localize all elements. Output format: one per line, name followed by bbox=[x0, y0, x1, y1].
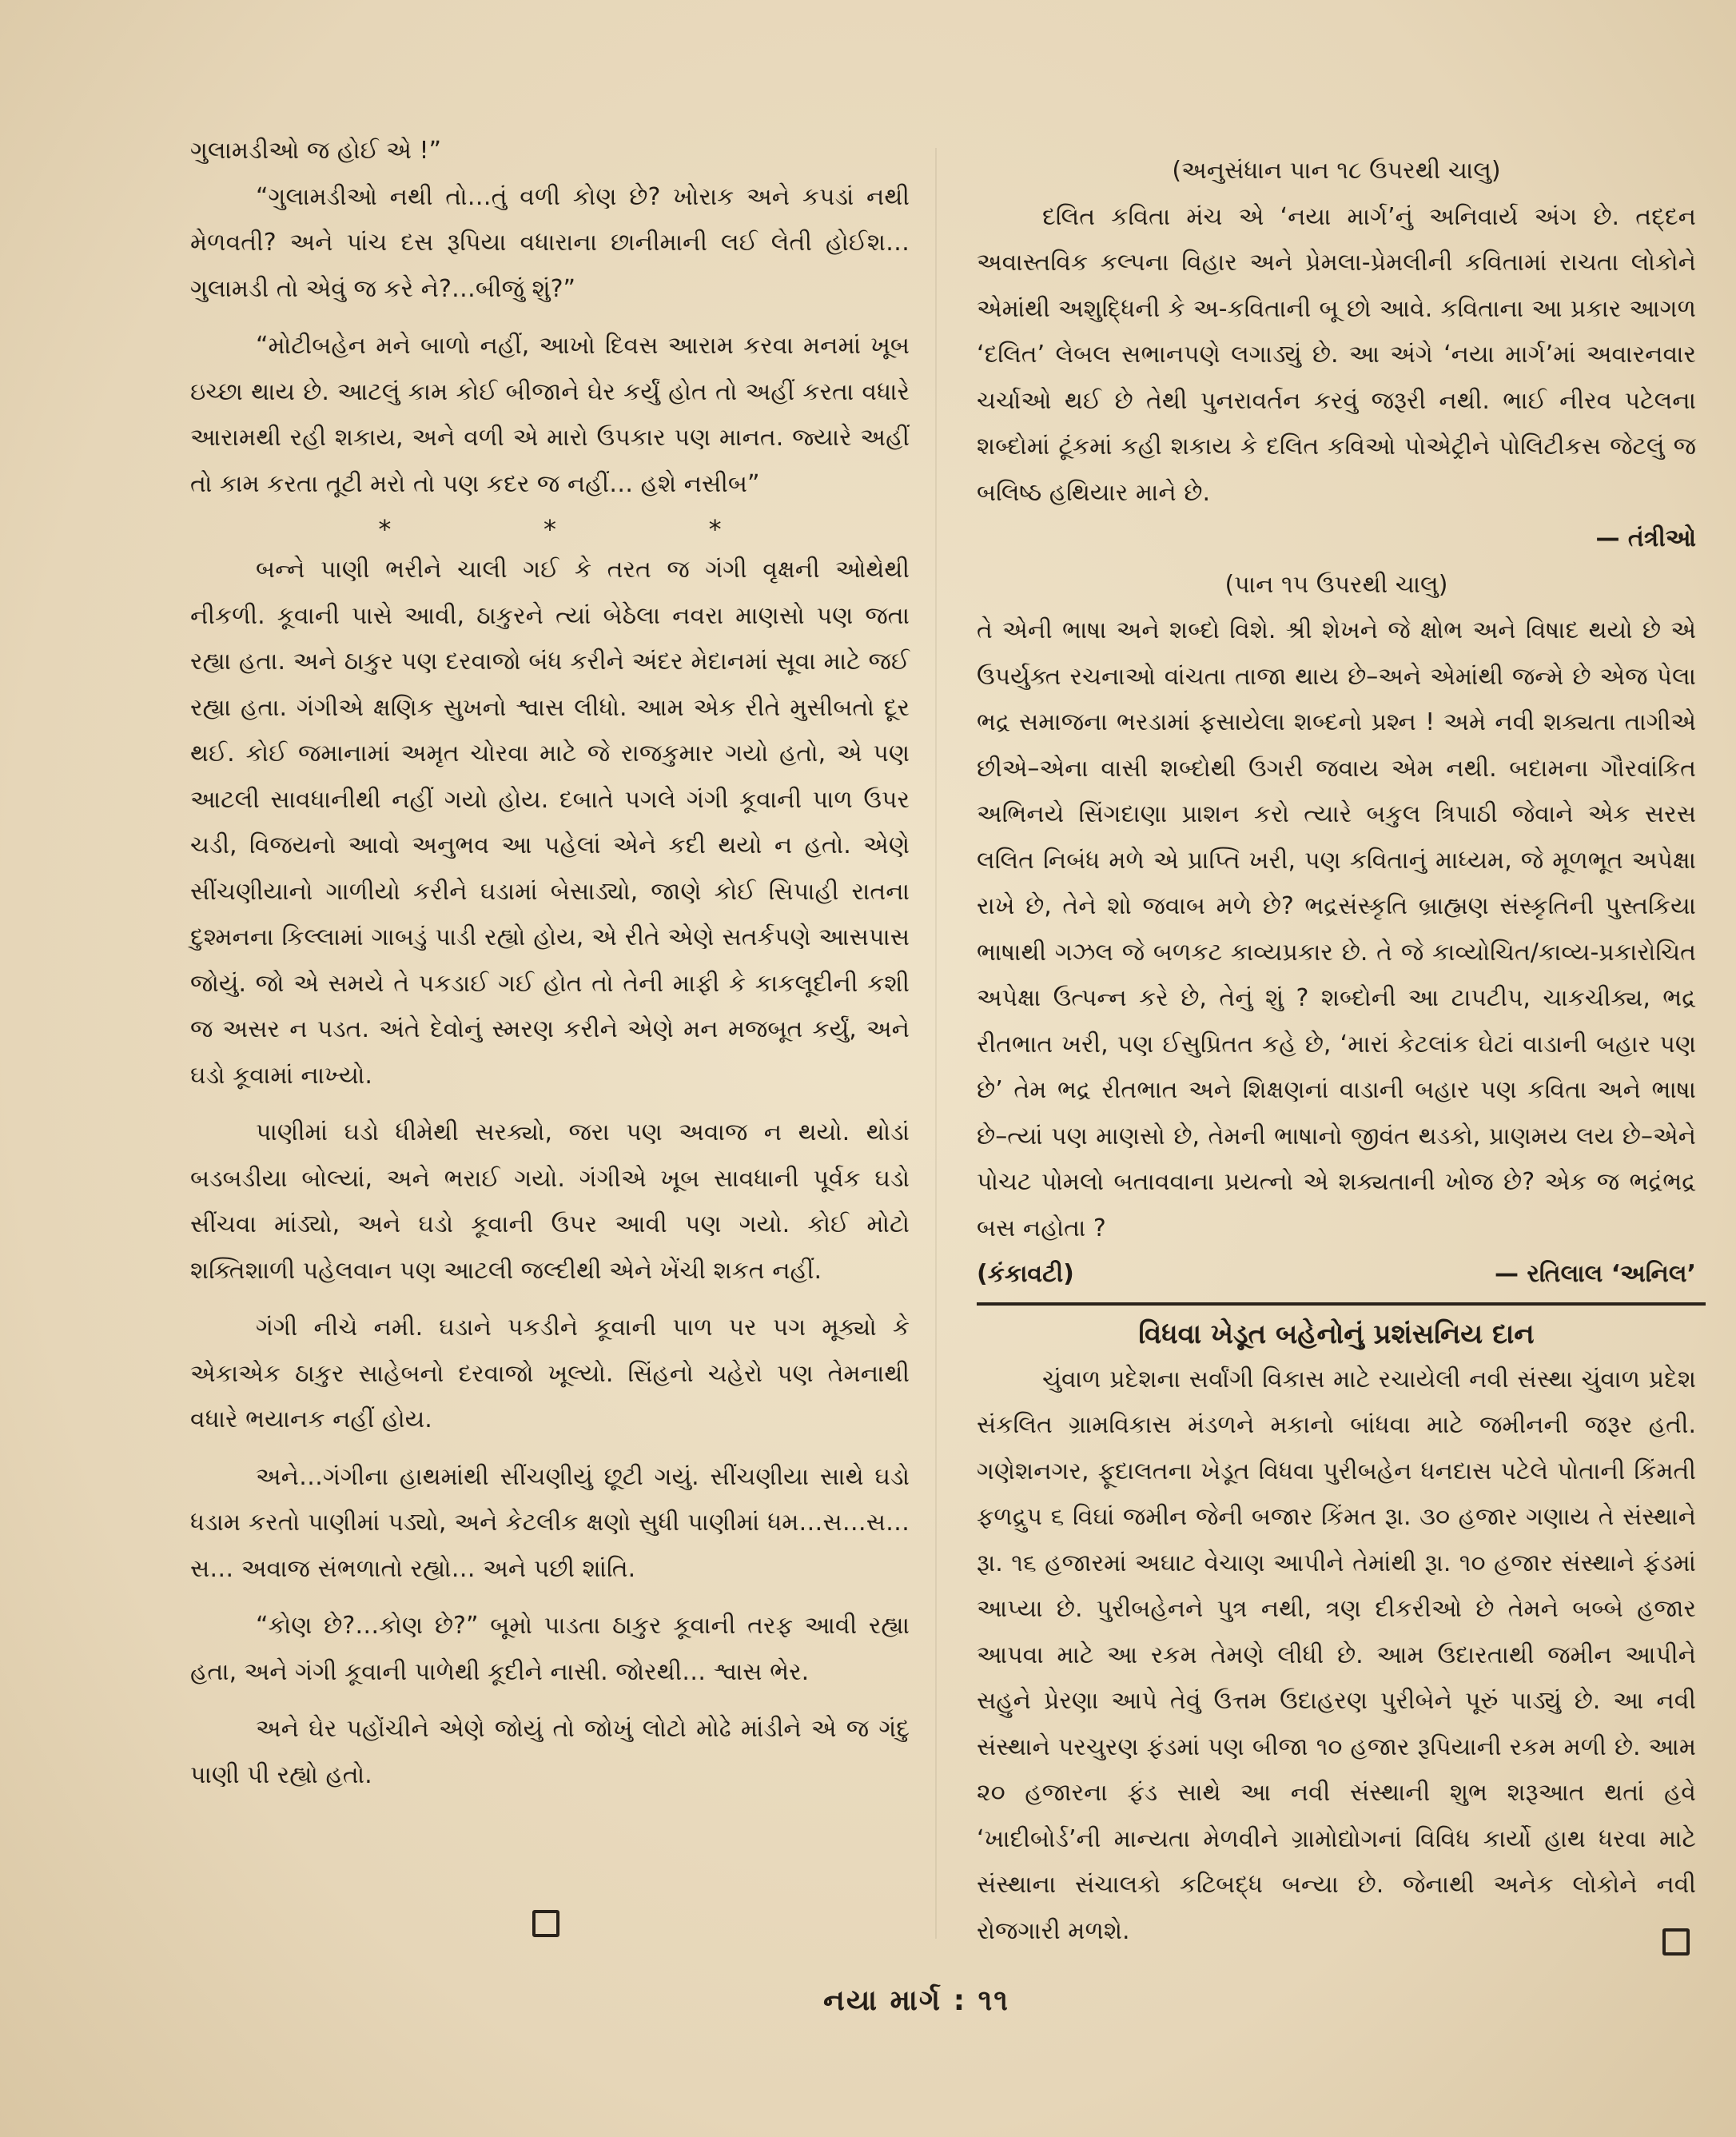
story-paragraph: “ગુલામડીઓ નથી તો…તું વળી કોણ છે? ખોરાક અને કપડાં નથી મેળવતી? અને પાંચ દસ રૂપિયા વધારાના છાનીમાની લઈ લેતી હોઈશ…ગુલામડી તો એવું જ કરે ને?…બીજું શું?” bbox=[190, 182, 910, 303]
story-paragraph: ગંગી નીચે નમી. ઘડાને પકડીને કૂવાની પાળ પર પગ મૂક્યો કે એકાએક ઠાકુર સાહેબનો દરવાજો ખૂલ્યો. સિંહનો ચહેરો પણ તેમનાથી વધારે ભયાનક નહીં હોય. bbox=[190, 1314, 910, 1433]
attribution-row bbox=[977, 1251, 1696, 1298]
story-paragraph: “કોણ છે?…કોણ છે?” બૂમો પાડતા ઠાકુર કૂવાની તરફ આવી રહ્યા હતા, અને ગંગી કૂવાની પાળેથી કૂદીને નાસી. જોરથી… શ્વાસ ભેર. bbox=[190, 1612, 910, 1686]
star: * bbox=[378, 514, 392, 544]
story-paragraph: અને ઘેર પહોંચીને એણે જોયું તો જોખું લોટો મોઢે માંડીને એ જ ગંદુ પાણી પી રહ્યો હતો. bbox=[190, 1715, 910, 1789]
star: * bbox=[543, 514, 556, 544]
section-divider bbox=[977, 1302, 1706, 1306]
section-break-stars bbox=[190, 513, 910, 545]
source-label: (કંકાવટી) bbox=[977, 1260, 1074, 1288]
right-column bbox=[977, 148, 1696, 1954]
continuation-heading: (પાન ૧૫ ઉપરથી ચાલુ) bbox=[1224, 570, 1448, 599]
left-column-story bbox=[190, 128, 910, 1798]
end-mark-box bbox=[1662, 1928, 1690, 1956]
star: * bbox=[708, 514, 722, 544]
news-paragraph: ચુંવાળ પ્રદેશના સર્વાંગી વિકાસ માટે રચાયેલી નવી સંસ્થા ચુંવાળ પ્રદેશ સંકલિત ગ્રામવિકાસ મંડળને મકાનો બાંધવા માટે જમીનની જરૂર હતી. ગણેશનગર, ફૂદાલતના ખેડૂત વિધવા પુરીબહેન ધનદાસ પટેલે પોતાની કિંમતી ફળદ્રુપ ૬ વિઘાં જમીન જેની બજાર કિંમત રૂા. ૩૦ હજાર ગણાય તે સંસ્થાને રૂા. ૧૬ હજારમાં અઘાટ વેચાણ આપીને તેમાંથી રૂા. ૧૦ હજાર સંસ્થાને ફંડમાં આપ્યા છે. પુરીબહેનને પુત્ર નથી, ત્રણ દીકરીઓ છે તેમને બબ્બે હજાર આપવા માટે આ રકમ તેમણે લીધી છે. આમ ઉદારતાથી જમીન આપીને સહુને પ્રેરણા આપે તેવું ઉત્તમ ઉદાહરણ પુરીબેને પૂરું પાડ્યું છે. આ નવી સંસ્થાને પરચુરણ ફંડમાં પણ બીજા ૧૦ હજાર રૂપિયાની રકમ મળી છે. આમ ૨૦ હજારના ફંડ સાથે આ નવી સંસ્થાની શુભ શરૂઆત થતાં હવે ‘ખાદીબોર્ડ’ની માન્યતા મેળવીને ગ્રામોદ્યોગનાં વિવિધ કાર્યો હાથ ધરવા માટે સંસ્થાના સંચાલકો કટિબદ્ધ બન્યા છે. જેનાથી અનેક લોકોને નવી રોજગારી મળશે. bbox=[977, 1365, 1696, 1945]
page-footer: નયા માર્ગ : ૧૧ bbox=[823, 1984, 1009, 2017]
end-mark-box bbox=[532, 1910, 559, 1937]
column-gutter bbox=[935, 148, 937, 1939]
story-paragraph: અને…ગંગીના હાથમાંથી સીંચણીયું છૂટી ગયું. સીંચણીયા સાથે ઘડો ધડામ કરતો પાણીમાં પડ્યો, અને કેટલીક ક્ષણો સુધી પાણીમાં ધમ…સ…સ…સ… અવાજ સંભળાતો રહ્યો… અને પછી શાંતિ. bbox=[190, 1462, 910, 1583]
story-paragraph: ગુલામડીઓ જ હોઈ એ !” bbox=[190, 137, 442, 165]
news-heading: વિધવા ખેડૂત બહેનોનું પ્રશંસનિય દાન bbox=[1138, 1318, 1535, 1350]
article-paragraph: તે એની ભાષા અને શબ્દો વિશે. શ્રી શેખને જે ક્ષોભ અને વિષાદ થયો છે એ ઉપર્યુક્ત રચનાઓ વાંચતા તાજા થાય છે–અને એમાંથી જન્મે છે એજ પેલા ભદ્ર સમાજના ભરડામાં ફસાયેલા શબ્દનો પ્રશ્ન ! અમે નવી શક્યતા તાગીએ છીએ–એના વાસી શબ્દોથી ઉગરી જવાય એમ નથી. બદામના ગૌરવાંકિત અભિનયે સિંગદાણા પ્રાશન કરો ત્યારે બકુલ ત્રિપાઠી જેવાને એક સરસ લલિત નિબંધ મળે એ પ્રાપ્તિ ખરી, પણ કવિતાનું માધ્યમ, જે મૂળભૂત અપેક્ષા રાખે છે, તેને શો જવાબ મળે છે? ભદ્રસંસ્કૃતિ બ્રાહ્મણ સંસ્કૃતિની પુસ્તકિયા ભાષાથી ગઝલ જે બળકટ કાવ્યપ્રકાર છે. તે જે કાવ્યોચિત/કાવ્ય-પ્રકારોચિત અપેક્ષા ઉત્પન્ન કરે છે, તેનું શું ? શબ્દોની આ ટાપટીપ, ચાકચીક્ય, ભદ્ર રીતભાત ખરી, પણ ઈસુપ્રિતત કહે છે, ‘મારાં કેટલાંક ઘેટાં વાડાની બહાર પણ છે’ તેમ ભદ્ર રીતભાત અને શિક્ષણનાં વાડાની બહાર પણ કવિતા અને ભાષા છે–ત્યાં પણ માણસો છે, તેમની ભાષાનો જીવંત થડકો, પ્રાણમય લય છે–એને પોચટ પોમલો બતાવવાના પ્રયત્નો એ શક્યતાની ખોજ છે? એક જ ભદ્રંભદ્ર બસ નહોતા ? bbox=[977, 616, 1696, 1242]
author-signature: — રતિલાલ ‘અનિલ’ bbox=[1494, 1260, 1696, 1288]
story-paragraph: “મોટીબહેન મને બાળો નહીં, આખો દિવસ આરામ કરવા મનમાં ખૂબ ઇચ્છા થાય છે. આટલું કામ કોઈ બીજાને ઘેર કર્યું હોત તો અહીં કરતા વધારે આરામથી રહી શકાય, અને વળી એ મારો ઉપકાર પણ માનત. જ્યારે અહીં તો કામ કરતા તૂટી મરો તો પણ કદર જ નહીં… હશે નસીબ” bbox=[190, 332, 910, 498]
editorial-paragraph: દલિત કવિતા મંચ એ ‘નયા માર્ગ’નું અનિવાર્ય અંગ છે. તદ્દન અવાસ્તવિક કલ્પના વિહાર અને પ્રેમલા-પ્રેમલીની કવિતામાં રાચતા લોકોને એમાંથી અશુદ્ધિની કે અ-કવિતાની બૂ છો આવે. કવિતાના આ પ્રકાર આગળ ‘દલિત’ લેબલ સભાનપણે લગાડ્યું છે. આ અંગે ‘નયા માર્ગ’માં અવારનવાર ચર્ચાઓ થઈ છે તેથી પુનરાવર્તન કરવું જરૂરી નથી. ભાઈ નીરવ પટેલના શબ્દોમાં ટૂંકમાં કહી શકાય કે દલિત કવિઓ પોએટ્રીને પોલિટીકસ જેટલું જ બલિષ્ઠ હથિયાર માને છે. bbox=[977, 202, 1696, 507]
story-paragraph: બન્ને પાણી ભરીને ચાલી ગઈ કે તરત જ ગંગી વૃક્ષની ઓથેથી નીકળી. કૂવાની પાસે આવી, ઠાકુરને ત્યાં બેઠેલા નવરા માણસો પણ જતા રહ્યા હતા. અને ઠાકુર પણ દરવાજો બંધ કરીને અંદર મેદાનમાં સૂવા માટે જઈ રહ્યા હતા. ગંગીએ ક્ષણિક સુખનો શ્વાસ લીધો. આમ એક રીતે મુસીબતો દૂર થઈ. કોઈ જમાનામાં અમૃત ચોરવા માટે જે રાજકુમાર ગયો હતો, એ પણ આટલી સાવધાનીથી નહીં ગયો હોય. દબાતે પગલે ગંગી કૂવાની પાળ ઉપર ચડી, વિજયનો આવો અનુભવ આ પહેલાં એને કદી થયો ન હતો. એણે સીંચણીયાનો ગાળીયો કરીને ઘડામાં બેસાડ્યો, જાણે કોઈ સિપાહી રાતના દુશ્મનના કિલ્લામાં ગાબડું પાડી રહ્યો હોય, એ રીતે એણે સતર્કપણે આસપાસ જોયું. જો એ સમયે તે પકડાઈ ગઈ હોત તો તેની માફી કે કાકલૂદીની કશી જ અસર ન પડત. અંતે દેવોનું સ્મરણ કરીને એણે મન મજબૂત કર્યું, અને ઘડો કૂવામાં નાખ્યો. bbox=[190, 556, 910, 1090]
story-paragraph: પાણીમાં ઘડો ધીમેથી સરક્યો, જરા પણ અવાજ ન થયો. થોડાં બડબડીયા બોલ્યાં, અને ભરાઈ ગયો. ગંગીએ ખૂબ સાવધાની પૂર્વક ઘડો સીંચવા માંડ્યો, અને ઘડો કૂવાની ઉપર આવી પણ ગયો. કોઈ મોટો શક્તિશાળી પહેલવાન પણ આટલી જલ્દીથી એને ખેંચી શકત નહીં. bbox=[190, 1118, 910, 1285]
continuation-heading: (અનુસંધાન પાન ૧૮ ઉપરથી ચાલુ) bbox=[1172, 157, 1501, 185]
editor-signature: — તંત્રીઓ bbox=[1595, 524, 1696, 552]
